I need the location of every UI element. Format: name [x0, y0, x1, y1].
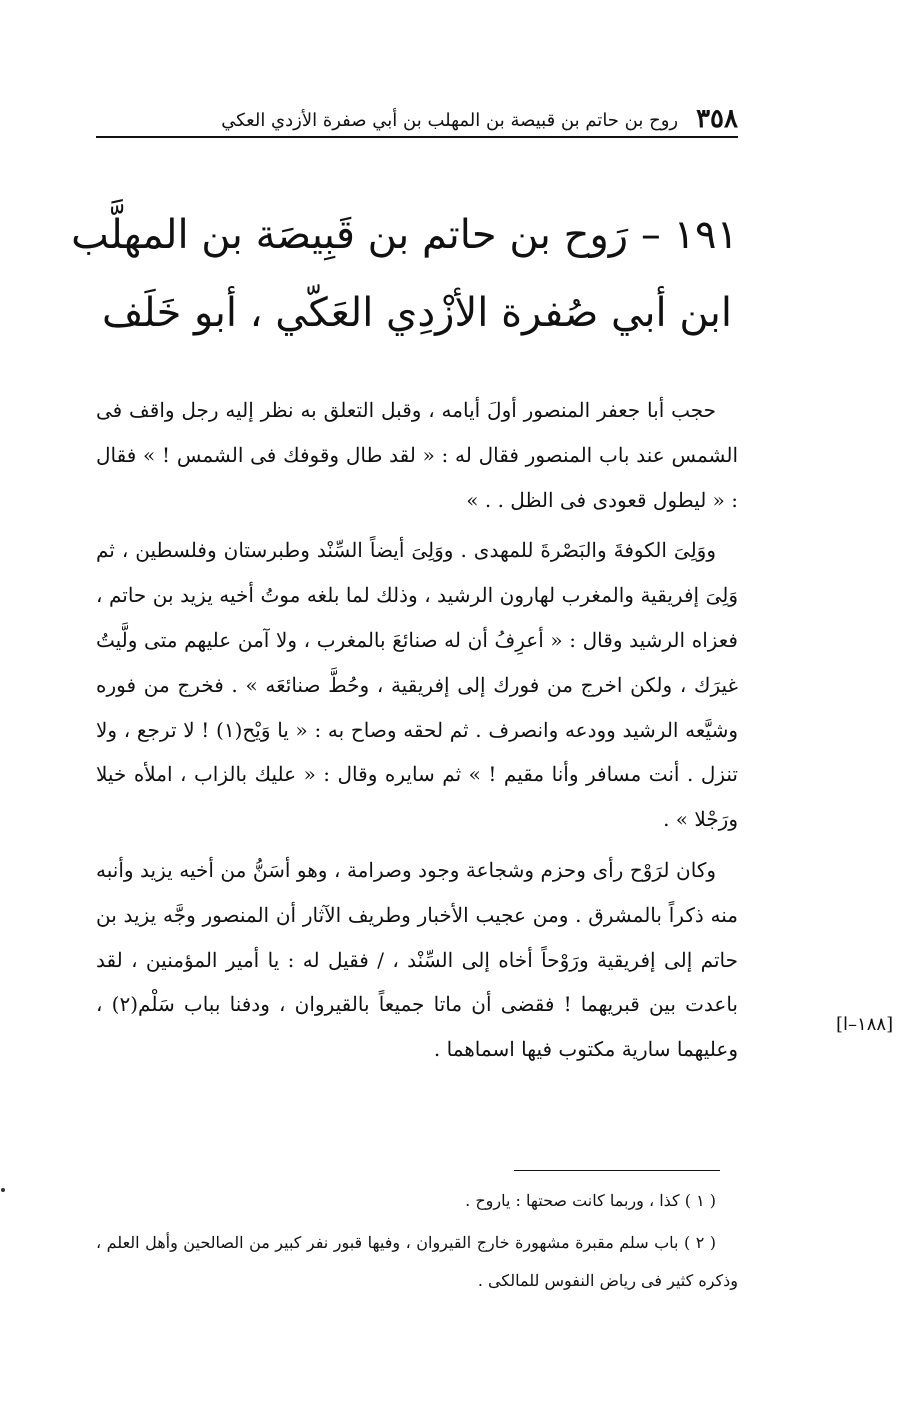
paragraph-3: وكان لرَوْح رأى وحزم وشجاعة وجود وصرامة ، وهو أسَنُّ من أخيه يزيد وأنبه منه ذكراً بالمشرق . ومن عجيب الأخبار وطريف الآثار أن المنصور وجَّه يزيد بن حاتم إلى إفريقية ورَوْحاً أخاه إلى السِّنْد ، / فقيل له : يا أمير المؤمنين ، لقد باعدت بين قبريهما ! فقضى أن ماتا جميعاً بالقيروان ، ودفنا بباب سَلْم(٢) ، وعليهما سارية مكتوب فيها اسماهما .: [96, 857, 738, 1062]
entry-title-line-1: ١٩١ – رَوح بن حاتم بن قَبِيصَة بن المهلَّب: [71, 212, 738, 258]
entry-title-line-2: ابن أبي صُفرة الأزْدِي العَكّي ، أبو خَلَف: [101, 290, 733, 336]
paragraph-2: ووَلِىَ الكوفةَ والبَصْرةَ للمهدى . ووَلِىَ أيضاً السِّنْد وطبرستان وفلسطين ، ثم وَلِىَ إفريقية والمغرب لهارون الرشيد ، وذلك لما بلغه موتُ أخيه يزيد بن حاتم ، فعزاه الرشيد وقال : « أعرِفُ أن له صنائعَ بالمغرب ، ولا آمن عليهم متى ولَّيتُ غيرَك ، ولكن اخرج من فورك إلى إفريقية ، وحُطَّ صنائعَه » . فخرج من فوره وشيَّعه الرشيد وودعه وانصرف . ثم لحقه وصاح به : « يا وَيْح(١) ! لا ترجع ، ولا تنزل . أنت مسافر وأنا مقيم ! » ثم سايره وقال : « عليك بالزاب ، املأه خيلا ورَجْلا » .: [96, 538, 738, 832]
body-text: [96, 388, 738, 1078]
footnotes: [96, 1182, 738, 1304]
entry-title: [71, 196, 738, 352]
paragraph-1: حجب أبا جعفر المنصور أولَ أيامه ، وقبل التعلق به نظر إليه رجل واقف فى الشمس عند باب المنصور فقال له : « لقد طال وقوفك فى الشمس ! » فقال : « ليطول قعودى فى الظل . . »: [96, 398, 738, 512]
margin-folio-note: [١٨٨–ا]: [836, 1014, 894, 1035]
footnote-2: ( ٢ ) باب سلم مقبرة مشهورة خارج القيروان ، وفيها قبور نفر كبير من الصالحين وأهل العلم ، وذكره كثير فى رياض النفوس للمالكى .: [96, 1233, 738, 1290]
page-number: ٣٥٨: [696, 104, 738, 134]
footnote-1: ( ١ ) كذا ، وربما كانت صحتها : ياروح .: [465, 1191, 716, 1210]
running-head: [96, 96, 738, 132]
scan-speck: [1, 1188, 5, 1192]
running-title: روح بن حاتم بن قبيصة بن المهلب بن أبي صفرة الأزدي العكي: [221, 110, 679, 132]
header-rule: [96, 136, 738, 138]
footnote-rule: [514, 1170, 720, 1171]
